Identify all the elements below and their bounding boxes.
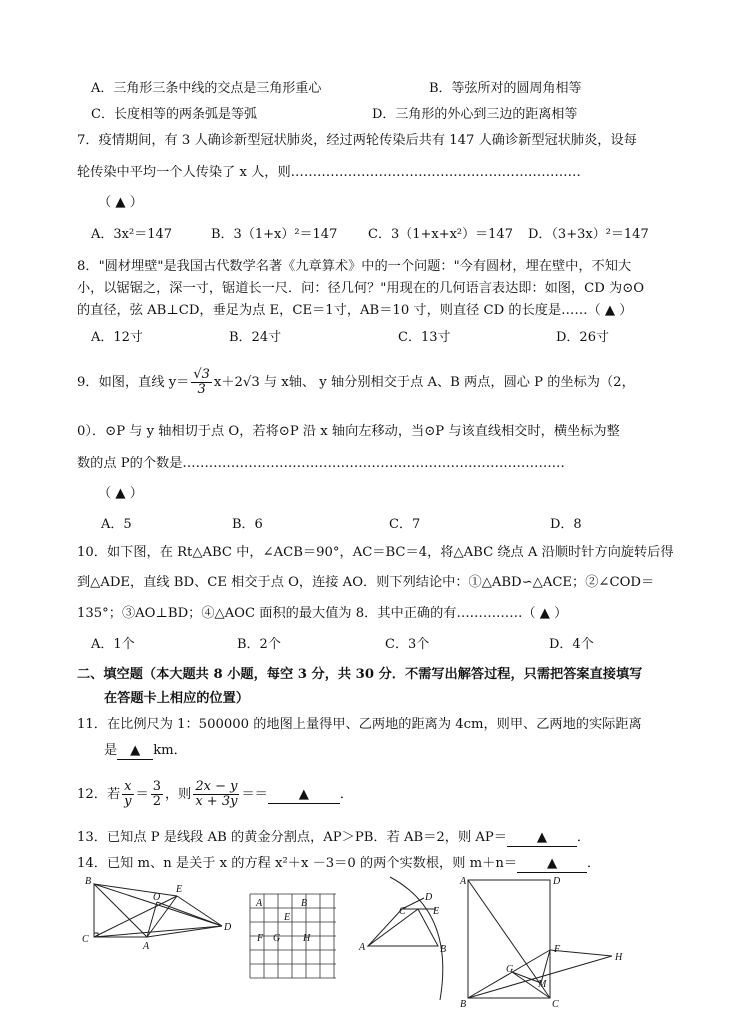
figures-strip [0,872,737,1020]
q14-answer-blank: ▲ [517,855,587,873]
section-2-heading-line-2: 在答题卡上相应的位置） [104,691,250,706]
q7-option-c: C．3（1+x+x²）＝147 [368,227,513,242]
q13-answer-blank: ▲ [507,829,577,847]
q12-prefix: 12．若 [77,787,121,802]
q13-end: ． [576,830,591,845]
q10-option-d: D．4个 [549,637,594,652]
q11-line-1: 11．在比例尺为 1：500000 的地图上量得甲、乙两地的距离为 4cm，则甲、乙两地的实际距离 [77,717,642,732]
fig4-label-1: D [553,876,561,887]
q8-line-2: 小，以锯锯之，深一寸，锯道长一尺．问：径几何？"用现在的几何语言表达即：如图，CD 为⊙O [77,281,645,296]
q10-line-3: 135°；③AO⊥BD；④△AOC 面积的最大值为 8．其中正确的有……………（ ▲ ） [77,606,568,621]
q9-line-3: 数的点 P的个数是…………………………………………………………………………… [77,456,565,471]
fig4-label-0: A [460,876,467,887]
q14-end: ． [587,856,601,871]
section-2-heading-line-1: 二、填空题（本大题共 8 小题，每空 3 分，共 30 分．不需写出解答过程，只需把答案直接填写 [77,667,643,682]
q12-mid: ，则 [164,787,192,802]
fig2-label-3: F [257,933,264,944]
q9-frac-num: √3 [193,367,210,382]
q14-line [77,855,600,873]
fig4-label-6: B [460,999,467,1010]
fig3-label-3: A [359,942,366,953]
q12-fraction-3 [193,780,239,809]
q11-line-2 [104,742,187,760]
q9-suffix: x＋2√3 与 x轴、 y 轴分别相交于点 A、B 两点，圆心 P 的坐标为（2， [213,375,635,390]
q6-option-b: B．等弦所对的圆周角相等 [429,81,582,96]
q6-option-a: A．三角形三条中线的交点是三角形重心 [91,81,322,96]
q7-line-2: 轮传染中平均一个人传染了 x 人，则………………………………………………………… [77,165,581,180]
fig3-label-2: E [433,906,440,917]
q8-option-d: D．26寸 [556,330,609,345]
q9-option-d: D．8 [550,517,582,532]
q7-line-1: 7．疫情期间，有 3 人确诊新型冠状肺炎，经过两轮传染后共有 147 人确诊新型冠状肺炎，设每 [77,133,637,148]
q8-option-b: B．24寸 [229,330,282,345]
q11-unit: km． [153,743,187,758]
fig1-label-4: A [143,941,150,952]
fig3-label-0: D [425,892,433,903]
q12-fraction-2 [151,780,163,809]
q7-option-d: D．（3+3x）²＝147 [528,227,649,242]
q12-end: ． [339,787,354,802]
q11-prefix: 是 [104,743,118,758]
fig3-label-1: C [399,906,406,917]
fig2-label-1: B [301,898,308,909]
q13-line [77,829,590,847]
q8-line-3: 的直径，弦 AB⊥CD，垂足为点 E，CE＝1寸，AB＝10 寸，则直径 CD 的长度是……（ ▲ ） [77,303,633,318]
fig1-label-5: D [224,922,232,933]
fig2-label-2: E [284,912,291,923]
q9-answer-mark: （ ▲ ） [98,486,143,501]
q6-option-c: C．长度相等的两条弧是等弧 [91,107,257,122]
q13-text: 13．已知点 P 是线段 AB 的黄金分割点，AP＞PB．若 AB＝2，则 AP＝ [77,830,507,845]
q8-option-a: A．12寸 [91,330,143,345]
q9-option-a: A．5 [101,517,132,532]
q10-option-c: C．3个 [385,637,430,652]
q12-line [77,780,353,809]
fig1-label-3: C [82,934,89,945]
q9-slope-fraction [191,368,212,397]
q12-answer-blank: ▲ [268,786,340,804]
fig3-label-4: B [440,944,447,955]
q9-option-b: B．6 [232,517,263,532]
q7-option-a: A．3x²＝147 [91,227,173,242]
q12-f3-num: 2x − y [195,779,238,794]
q10-line-1: 10．如下图，在 Rt△ABC 中，∠ACB＝90°，AC＝BC＝4，将△ABC 绕点 A 沿顺时针方向旋转后得 [77,545,674,560]
q6-option-d: D．三角形的外心到三边的距离相等 [372,107,578,122]
q12-after: ＝＝ [241,787,268,802]
fig2-label-5: H [303,933,311,944]
fig1-label-1: O [153,892,161,903]
q12-equals: ＝ [135,787,149,802]
q8-option-c: C．13寸 [398,330,451,345]
q10-option-b: B．2个 [237,637,281,652]
q9-frac-den: 3 [197,382,206,397]
fig2-label-4: G [273,933,281,944]
q7-option-b: B．3（1+x）²＝147 [211,227,338,242]
fig4-label-5: M [538,979,547,990]
fig4-label-2: F [554,944,561,955]
q7-answer-mark: （ ▲ ） [98,195,143,210]
q10-option-a: A．1个 [91,637,135,652]
fig4-label-7: C [552,999,559,1010]
fig1-label-2: E [176,884,183,895]
q9-option-c: C．7 [389,517,421,532]
fig4-label-3: H [615,952,623,963]
q9-line-1 [77,368,635,397]
q9-prefix: 9．如图，直线 y＝ [77,375,190,390]
q12-f1-num: x [124,779,132,794]
q12-f2-den: 2 [152,794,161,809]
q12-fraction-1 [122,780,133,809]
q12-f2-num: 3 [152,779,161,794]
q11-answer-blank: ▲ [117,742,153,760]
q12-f3-den: x + 3y [195,794,238,809]
q10-line-2: 到△ADE，直线 BD、CE 相交于点 O，连接 AO．则下列结论中：①△ABD∽△ACE；②∠COD＝ [77,575,655,590]
q9-line-2: 0）．⊙P 与 y 轴相切于点 O，若将⊙P 沿 x 轴向左移动，当⊙P 与该直线相交时，横坐标为整 [77,424,620,439]
fig4-label-4: G [506,964,514,975]
fig2-label-0: A [256,898,263,909]
q12-f1-den: y [124,794,132,809]
q8-line-1: 8．"圆材埋壁"是我国古代数学名著《九章算术》中的一个问题："今有圆材，埋在壁中，不知大 [77,259,632,274]
fig1-label-0: B [85,876,92,887]
q14-text: 14．已知 m、n 是关于 x 的方程 x²＋x －3＝0 的两个实数根，则 m＋n＝ [77,856,518,871]
